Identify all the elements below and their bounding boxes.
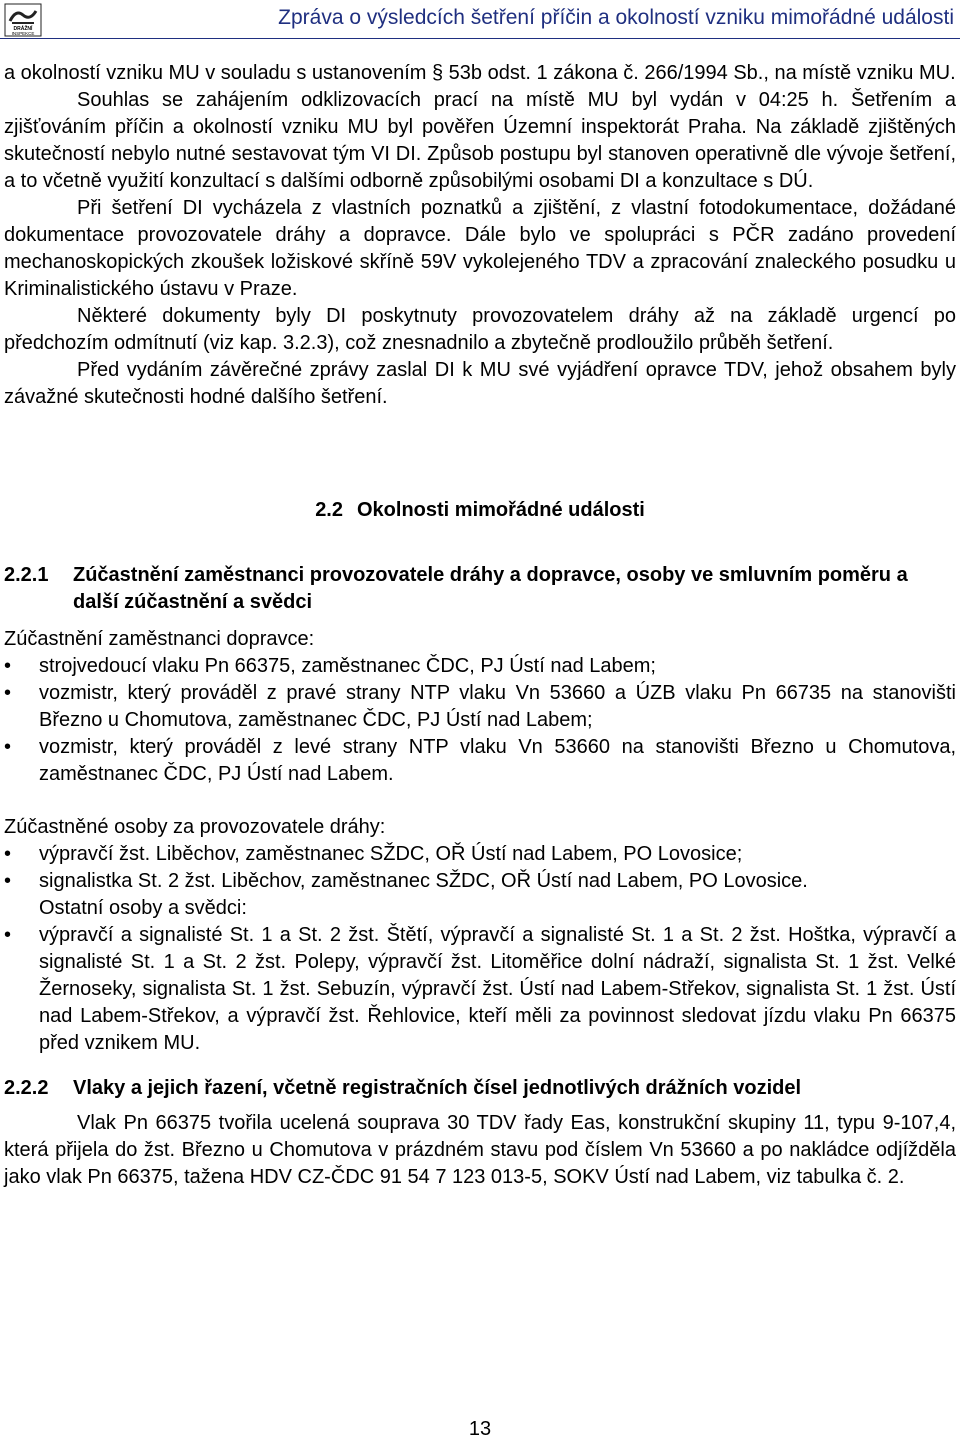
page-header — [0, 0, 960, 44]
others-list — [4, 922, 956, 1057]
page-content — [4, 60, 956, 1191]
paragraph-intro-3: Při šetření DI vycházela z vlastních poznatků a zjištění, z vlastní fotodokumentace, dožádané dokumentace provozovatele dráhy a dopravce. Dále bylo ve spolupráci s PČR zadáno provedení mechanoskopických zkoušek ložiskové skříně 59V vykolejeného TDV a zpracování znaleckého posudku u Kriminalistického ústavu v Praze. — [4, 197, 956, 300]
paragraph-intro-5: Před vydáním závěrečné zprávy zaslal DI k MU své vyjádření opravce TDV, jehož obsahem byly závažné skutečnosti hodné dalšího šetření. — [4, 359, 956, 408]
operator-heading: Zúčastněné osoby za provozovatele dráhy: — [4, 816, 386, 838]
paragraph-intro-4: Některé dokumenty byly DI poskytnuty provozovatelem dráhy až na základě urgencí po předchozím odmítnutí (viz kap. 3.2.3), což znesnadnilo a zbytečně prodloužilo průběh šetření. — [4, 305, 956, 354]
list-item: • signalistka St. 2 žst. Liběchov, zaměstnanec SŽDC, OŘ Ústí nad Labem, PO Lovosice. — [4, 868, 956, 895]
section-title: Vlaky a jejich řazení, včetně registračních čísel jednotlivých drážních vozidel — [73, 1077, 802, 1099]
drazni-inspekce-logo — [4, 3, 42, 37]
svg-text:DRÁŽNÍ: DRÁŽNÍ — [13, 26, 33, 32]
bullet-icon: • — [4, 655, 12, 677]
bullet-icon: • — [4, 870, 12, 892]
list-item: • vozmistr, který prováděl z levé strany NTP vlaku Vn 53660 na stanovišti Březno u Chomutova, zaměstnanec ČDC, PJ Ústí nad Labem. — [4, 736, 956, 785]
list-item: • výpravčí žst. Liběchov, zaměstnanec SŽDC, OŘ Ústí nad Labem, PO Lovosice; — [4, 841, 956, 868]
list-item: • vozmistr, který prováděl z pravé strany NTP vlaku Vn 53660 a ÚZB vlaku Pn 66735 na stanovišti Březno u Chomutova, zaměstnanec ČDC, PJ Ústí nad Labem; — [4, 682, 956, 731]
header-divider — [0, 38, 960, 39]
carrier-heading: Zúčastnění zaměstnanci dopravce: — [4, 628, 315, 650]
bullet-icon: • — [4, 843, 12, 865]
list-item: • strojvedoucí vlaku Pn 66375, zaměstnanec ČDC, PJ Ústí nad Labem; — [4, 653, 956, 680]
paragraph-intro-1: a okolností vzniku MU v souladu s ustanovením § 53b odst. 1 zákona č. 266/1994 Sb., na místě vzniku MU. — [4, 62, 956, 84]
section-number: 2.2.1 — [4, 564, 49, 586]
paragraph-trains: Vlak Pn 66375 tvořila ucelená souprava 30 TDV řady Eas, konstrukční skupiny 11, typu 9-107,4, která přijela do žst. Březno u Chomutova v prázdném stavu pod číslem Vn 53660 a po nakládce odjížděla jako vlak Pn 66375, tažena HDV CZ-ČDC 91 54 7 123 013-5, SOKV Ústí nad Labem, viz tabulka č. 2. — [4, 1112, 956, 1188]
document-title: Zpráva o výsledcích šetření příčin a okolností vzniku mimořádné události — [278, 6, 954, 29]
others-heading: Ostatní osoby a svědci: — [39, 897, 247, 919]
paragraph-intro-2: Souhlas se zahájením odklizovacích prací na místě MU byl vydán v 04:25 h. Šetřením a zjišťováním příčin a okolností vzniku MU byl pověřen Územní inspektorát Praha. Na základě zjištěných skutečností nebylo nutné sestavovat tým VI DI. Způsob postupu byl stanoven operativně dle vývoje šetření, a to včetně využití konzultací s dalšími odborně způsobilými osobami DI a konzultace s DÚ. — [4, 89, 956, 192]
section-title: Zúčastnění zaměstnanci provozovatele dráhy a dopravce, osoby ve smluvním poměru a další zúčastnění a svědci — [73, 564, 908, 613]
section-heading-2-2-2 — [4, 1075, 956, 1102]
section-heading-2-2 — [4, 497, 956, 524]
list-item: • výpravčí a signalisté St. 1 a St. 2 žst. Štětí, výpravčí a signalisté St. 1 a St. 2 žst. Hoštka, výpravčí a signalisté St. 1 a St. 2 žst. Polepy, výpravčí žst. Litoměřice dolní nádraží, signalista St. 1 žst. Velké Žernoseky, signalista St. 1 žst. Sebuzín, výpravčí žst. Ústí nad Labem-Střekov, signalista St. 1 žst. Ústí nad Labem-Střekov, a výpravčí žst. Řehlovice, kteří měli za povinnost sledovat jízdu vlaku Pn 66375 před vznikem MU. — [4, 924, 956, 1054]
carrier-list — [4, 653, 956, 788]
svg-text:INSPEKCE: INSPEKCE — [11, 31, 35, 36]
operator-list — [4, 841, 956, 895]
section-heading-2-2-1 — [4, 562, 956, 616]
bullet-icon: • — [4, 682, 12, 704]
section-number: 2.2.2 — [4, 1077, 49, 1099]
bullet-icon: • — [4, 736, 12, 758]
section-title: Okolnosti mimořádné události — [357, 499, 645, 521]
page-number: 13 — [468, 1418, 492, 1440]
bullet-icon: • — [4, 924, 12, 946]
section-number: 2.2 — [315, 499, 343, 521]
